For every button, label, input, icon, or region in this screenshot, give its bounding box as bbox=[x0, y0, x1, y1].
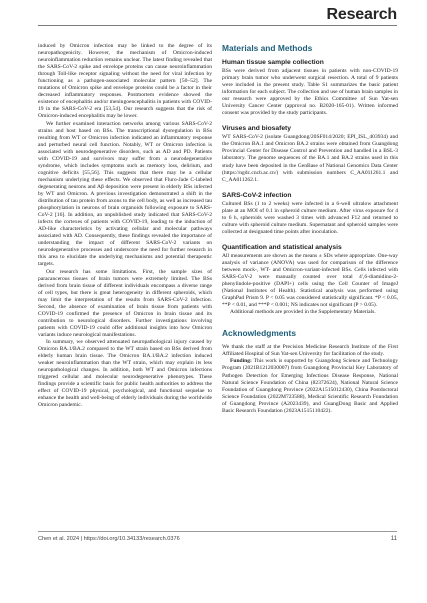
body-paragraph: Additional methods are provided in the Supplementary Materials. bbox=[230, 309, 376, 316]
funding-text: This work is supported by Guangdong Science and Technology Program (2021B1212030007) from Guangdong Provincial Key Laboratory of Pathogen Detection for Emerging Infectious Disease Response, National Natural Science Foundation of China (82372624), National Natural Science Foundation of Guangdong Province (2022A1515012430), China Postdoctoral Science Foundation (2022M723588), Medical Scientific Research Foundation of Guangdong Province (A2023439), and GuangDong Basic and Applied Basic Research Foundation (2023A1515110422). bbox=[222, 358, 398, 414]
body-paragraph: BSs were derived from adjacent tissues in patients with non-COVID-19 primary brain tumor who underwent surgical resection. A total of 9 patients were included in the present study. Table S1 summarizes the basic patient information for each subject. The collection and use of human brain samples in our research were approved by the Ethics Committee of Sun Yat-sen University Cancer Center (approval no. B2020-165-01). Written informed consent was provided by the study participants. bbox=[222, 68, 398, 117]
journal-name: Research bbox=[326, 6, 397, 23]
section-heading-acknowledgments: Acknowledgments bbox=[222, 328, 296, 339]
subsection-heading: Quantification and statistical analysis bbox=[222, 243, 342, 251]
body-paragraph: WT SARS-CoV-2 (isolate Guangdong/20SF014/2020; EPI_ISL_403934) and the Omicron BA.1 and Omicron BA.2 strains were obtained from Guangdong Provincial Center for Disease Control and Prevention and handled in a BSL-3 laboratory. The genome sequences of the BA.1 and BA.2 strains used in this study have been deposited in the GenBase of National Genomics Data Center (https://ngdc.cncb.ac.cn/) with submission numbers C_AA011261.1 and C_AA011262.1. bbox=[222, 134, 398, 183]
body-paragraph: Our research has some limitations. First, the sample sizes of paracancerous tissues of brain tumors were extremely limited. The BSs derived from brain tissue of different individuals encompass a diverse range of cell types, but there is great heterogeneity in different spheroids, which may limit the interpretation of the results from SARS-CoV-2 infection. Second, the absence of examination of brain tissue from patients with COVID-19 confirmed the presence of Omicron in brain tissue and its contribution to neurological disorders. Further investigations involving patients with COVID-19 could offer additional insights into how Omicron variants induce neurological manifestations. bbox=[38, 268, 212, 338]
body-paragraph: induced by Omicron infection may be linked to the degree of its neuropathogenicity. However, the mechanism of Omicron-induced neuroinflammation reduction remains unclear. The latest finding revealed that the SARS-CoV-2 spike and envelope proteins can cause neuroinflammation through Toll-like receptor signaling without the need for viral infection by functioning as a pathogen-associated molecular pattern [50–52]. The mutations of Omicron spike and envelope proteins could be a factor in their decreased inflammatory responses. Postmortem evidence showed the existence of encephalitis and/or meningoencephalitis in patients with COVID-19 in the SARS-CoV-2 era [53,54]. Our research suggests that the risk of Omicron-induced encephalitis may be lower. bbox=[38, 43, 212, 120]
footer-rule bbox=[38, 531, 397, 532]
right-column bbox=[222, 43, 398, 415]
left-column bbox=[38, 43, 212, 409]
body-paragraph: In summary, we observed attenuated neuropathological injury caused by Omicron BA.1/BA.2 compared to the WT strain based on BSs derived from elderly human brain tissue. The Omicron BA.1/BA.2 infection induced weaker neuroinflammation than the WT strain, which may explain its less neuropathological changes. In addition, both WT and Omicron infections triggered cellular and molecular neurodegenerative phenotypes. These findings provide a scientific basis for public health authorities to address the effect of COVID-19 physical, psychological, and functional sequelae to enhance the health and well-being of elderly individuals during the worldwide Omicron pandemic. bbox=[38, 338, 212, 409]
body-paragraph: Cultured BSs (1 to 2 weeks) were infected in a 6-well ultralow attachment plate at an MOI of 0.1 in spheroid culture medium. After virus exposure for 4 to 6 h, spheroids were washed 3 times with advanced F12 and returned to culture with spheroid culture medium. Supernatant and spheroid samples were collected at designated time points after inoculation. bbox=[222, 200, 398, 235]
body-paragraph: We further examined interaction networks among various SARS-CoV-2 strains and host based on BSs. The transcriptional dysregulation in BSs resulting from WT or Omicron infection indicated an inflammatory response and perturbed neural cell function. Notably, WT or Omicron infection is associated with neurodegenerative disorders, such as AD and PD. Patients with COVID-19 and survivors may suffer from a neurodegenerative syndrome, which includes symptoms such as memory loss, delirium, and cognitive deficits [55,56]. This suggests that there may be a cellular mechanism underlying these effects. We observed that Fluro-Jade C-labeled degenerating neurons and Aβ deposition were present in elderly BSs infected by WT and Omicron. A previous investigation demonstrated a shift in the distribution of tau protein from axons to the cell body, as well as increased tau phosphorylation in neurons of brain organoids following exposure to SARS-CoV-2 [16]. In addition, an unpublished study indicated that SARS-CoV-2 infects the cortexes of patients with COVID-19, leading to the induction of AD-like characteristics by activating cellular and molecular pathways associated with AD. Consequently, these findings revealed the importance of understanding the impact of different SARS-CoV-2 variants on neurodegenerative processes and underscore the need for further research in this area to elucidate the underlying mechanisms and potential therapeutic targets. bbox=[38, 120, 212, 268]
citation-link[interactable]: Chen et al. 2024 | https://doi.org/10.34133/research.0376 bbox=[38, 536, 180, 542]
funding-label: Funding: bbox=[230, 358, 252, 365]
header-rule bbox=[38, 25, 397, 26]
section-heading-methods: Materials and Methods bbox=[222, 43, 313, 53]
subsection-heading: Viruses and biosafety bbox=[222, 125, 292, 133]
page-header bbox=[0, 0, 427, 40]
acknowledgments-text: We thank the staff at the Precision Medicine Research Institute of the First Affiliated Hospital of Sun Yat-sen University for facilitation of the study. bbox=[222, 344, 398, 358]
body-paragraph: All measurements are shown as the means ± SDs where appropriate. One-way analysis of variance (ANOVA) was used for comparison of the difference between mock-, WT- and Omicron-variant-infected BSs. Cells infected with SARS-CoV-2 were manually counted over total 4′,6-diamidino-2-phenylindole-positive (DAPI+) cells using the Cell Counter of ImageJ (National Institutes of Health). Statistical analysis was performed using GraphPad Prism 9. P < 0.05 was considered statistically significant. *P < 0.05, **P < 0.01, and ***P < 0.001; NS indicates not significant (P > 0.05). bbox=[222, 252, 398, 309]
funding-paragraph bbox=[222, 358, 398, 414]
subsection-heading: SARS-CoV-2 infection bbox=[222, 191, 292, 199]
page-number: 11 bbox=[390, 536, 397, 542]
subsection-heading: Human tissue sample collection bbox=[222, 59, 324, 66]
